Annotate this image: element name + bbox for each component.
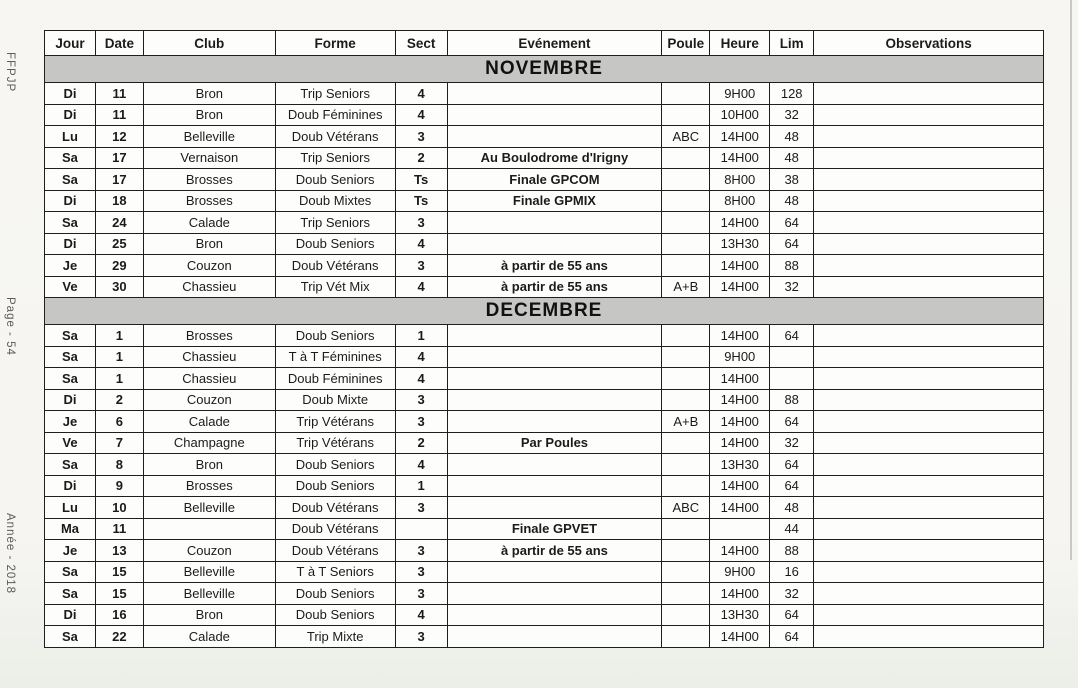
cell-evénement	[447, 126, 662, 148]
cell-date: 16	[95, 604, 143, 626]
cell-poule	[662, 368, 710, 390]
cell-observations	[814, 432, 1044, 454]
cell-forme: Doub Mixtes	[275, 190, 395, 212]
column-header-observations: Observations	[814, 31, 1044, 56]
cell-lim: 48	[770, 126, 814, 148]
cell-observations	[814, 346, 1044, 368]
cell-forme: Trip Vétérans	[275, 411, 395, 433]
cell-jour: Ma	[45, 518, 96, 540]
table-header	[45, 31, 1044, 56]
cell-sect: 4	[395, 276, 447, 298]
table-row	[45, 454, 1044, 476]
cell-forme: Doub Seniors	[275, 604, 395, 626]
cell-forme: Doub Vétérans	[275, 126, 395, 148]
cell-forme: Doub Seniors	[275, 233, 395, 255]
cell-poule	[662, 169, 710, 191]
cell-jour: Sa	[45, 325, 96, 347]
cell-sect: 4	[395, 233, 447, 255]
table-row	[45, 190, 1044, 212]
table-row	[45, 626, 1044, 648]
cell-observations	[814, 212, 1044, 234]
table-row	[45, 497, 1044, 519]
side-label-page-number: Page - 54	[4, 297, 16, 356]
cell-lim: 32	[770, 104, 814, 126]
cell-jour: Ve	[45, 276, 96, 298]
cell-jour: Je	[45, 255, 96, 277]
cell-evénement	[447, 83, 662, 105]
cell-observations	[814, 604, 1044, 626]
cell-evénement	[447, 583, 662, 605]
cell-poule: A+B	[662, 411, 710, 433]
cell-club: Belleville	[143, 561, 275, 583]
cell-sect: 3	[395, 389, 447, 411]
cell-club: Calade	[143, 626, 275, 648]
cell-club: Couzon	[143, 255, 275, 277]
cell-club: Vernaison	[143, 147, 275, 169]
cell-sect: 1	[395, 325, 447, 347]
cell-club: Champagne	[143, 432, 275, 454]
cell-heure: 9H00	[710, 346, 770, 368]
cell-forme: Doub Vétérans	[275, 518, 395, 540]
cell-evénement: Finale GPVET	[447, 518, 662, 540]
cell-forme: Trip Vét Mix	[275, 276, 395, 298]
cell-heure: 14H00	[710, 147, 770, 169]
cell-lim: 32	[770, 432, 814, 454]
cell-date: 2	[95, 389, 143, 411]
cell-date: 11	[95, 518, 143, 540]
cell-observations	[814, 518, 1044, 540]
cell-date: 1	[95, 325, 143, 347]
cell-forme: Doub Féminines	[275, 368, 395, 390]
cell-evénement	[447, 368, 662, 390]
cell-forme: Trip Vétérans	[275, 432, 395, 454]
cell-observations	[814, 475, 1044, 497]
cell-sect: 3	[395, 583, 447, 605]
cell-poule	[662, 604, 710, 626]
cell-forme: Trip Mixte	[275, 626, 395, 648]
month-band-row	[45, 298, 1044, 325]
cell-observations	[814, 454, 1044, 476]
cell-forme: Trip Seniors	[275, 147, 395, 169]
table-body	[45, 56, 1044, 648]
cell-poule	[662, 190, 710, 212]
cell-heure: 14H00	[710, 389, 770, 411]
cell-date: 17	[95, 169, 143, 191]
cell-club: Couzon	[143, 540, 275, 562]
cell-heure: 14H00	[710, 475, 770, 497]
cell-heure: 14H00	[710, 583, 770, 605]
cell-forme: Doub Seniors	[275, 583, 395, 605]
cell-evénement: à partir de 55 ans	[447, 255, 662, 277]
column-header-club: Club	[143, 31, 275, 56]
cell-evénement	[447, 411, 662, 433]
table-row	[45, 518, 1044, 540]
cell-jour: Ve	[45, 432, 96, 454]
cell-poule	[662, 518, 710, 540]
cell-sect: 3	[395, 561, 447, 583]
cell-observations	[814, 104, 1044, 126]
cell-poule	[662, 454, 710, 476]
cell-sect: 4	[395, 346, 447, 368]
cell-forme: T à T Seniors	[275, 561, 395, 583]
cell-observations	[814, 169, 1044, 191]
cell-lim: 64	[770, 454, 814, 476]
cell-date: 13	[95, 540, 143, 562]
cell-evénement: Finale GPCOM	[447, 169, 662, 191]
cell-evénement	[447, 346, 662, 368]
cell-evénement	[447, 454, 662, 476]
cell-heure: 8H00	[710, 169, 770, 191]
cell-jour: Sa	[45, 561, 96, 583]
cell-heure: 14H00	[710, 432, 770, 454]
cell-club: Calade	[143, 212, 275, 234]
cell-lim	[770, 368, 814, 390]
cell-jour: Di	[45, 389, 96, 411]
cell-sect: 3	[395, 626, 447, 648]
cell-club: Bron	[143, 233, 275, 255]
cell-club: Belleville	[143, 583, 275, 605]
cell-sect: 4	[395, 604, 447, 626]
table-row	[45, 389, 1044, 411]
cell-forme: Doub Vétérans	[275, 540, 395, 562]
cell-date: 6	[95, 411, 143, 433]
cell-observations	[814, 276, 1044, 298]
cell-heure: 13H30	[710, 604, 770, 626]
cell-sect: 3	[395, 540, 447, 562]
cell-club: Brosses	[143, 475, 275, 497]
cell-lim: 88	[770, 389, 814, 411]
cell-date: 11	[95, 104, 143, 126]
cell-club	[143, 518, 275, 540]
cell-date: 18	[95, 190, 143, 212]
cell-jour: Di	[45, 604, 96, 626]
cell-jour: Sa	[45, 583, 96, 605]
cell-heure: 14H00	[710, 212, 770, 234]
cell-lim: 64	[770, 604, 814, 626]
table-row	[45, 583, 1044, 605]
cell-date: 30	[95, 276, 143, 298]
cell-sect: 2	[395, 147, 447, 169]
cell-observations	[814, 583, 1044, 605]
cell-jour: Lu	[45, 126, 96, 148]
cell-sect	[395, 518, 447, 540]
table-row	[45, 276, 1044, 298]
column-header-lim: Lim	[770, 31, 814, 56]
cell-poule	[662, 83, 710, 105]
cell-sect: 3	[395, 255, 447, 277]
side-label-year: Année - 2018	[4, 513, 16, 595]
cell-sect: 3	[395, 411, 447, 433]
month-band-row	[45, 56, 1044, 83]
table-row	[45, 561, 1044, 583]
cell-club: Chassieu	[143, 346, 275, 368]
table-row	[45, 325, 1044, 347]
cell-heure: 10H00	[710, 104, 770, 126]
cell-evénement	[447, 212, 662, 234]
cell-sect: 3	[395, 126, 447, 148]
cell-poule	[662, 212, 710, 234]
table-row	[45, 411, 1044, 433]
cell-heure: 14H00	[710, 540, 770, 562]
table-row	[45, 233, 1044, 255]
cell-date: 24	[95, 212, 143, 234]
cell-observations	[814, 190, 1044, 212]
month-band-label: DECEMBRE	[45, 298, 1044, 325]
cell-evénement	[447, 497, 662, 519]
cell-date: 8	[95, 454, 143, 476]
cell-forme: T à T Féminines	[275, 346, 395, 368]
cell-club: Bron	[143, 104, 275, 126]
cell-forme: Doub Féminines	[275, 104, 395, 126]
cell-lim: 48	[770, 147, 814, 169]
table-row	[45, 255, 1044, 277]
cell-lim: 48	[770, 497, 814, 519]
cell-observations	[814, 83, 1044, 105]
cell-observations	[814, 540, 1044, 562]
cell-observations	[814, 411, 1044, 433]
cell-observations	[814, 368, 1044, 390]
cell-evénement: Par Poules	[447, 432, 662, 454]
cell-evénement	[447, 626, 662, 648]
cell-observations	[814, 626, 1044, 648]
table-row	[45, 346, 1044, 368]
cell-date: 11	[95, 83, 143, 105]
cell-evénement: à partir de 55 ans	[447, 276, 662, 298]
table-row	[45, 169, 1044, 191]
cell-club: Bron	[143, 83, 275, 105]
cell-lim: 38	[770, 169, 814, 191]
cell-lim: 64	[770, 233, 814, 255]
cell-sect: 3	[395, 497, 447, 519]
column-header-date: Date	[95, 31, 143, 56]
cell-poule	[662, 346, 710, 368]
competition-calendar-table	[44, 30, 1044, 648]
cell-club: Chassieu	[143, 276, 275, 298]
cell-observations	[814, 255, 1044, 277]
cell-forme: Doub Seniors	[275, 454, 395, 476]
cell-poule	[662, 389, 710, 411]
cell-poule	[662, 325, 710, 347]
cell-lim: 64	[770, 212, 814, 234]
cell-evénement	[447, 104, 662, 126]
cell-observations	[814, 325, 1044, 347]
cell-lim	[770, 346, 814, 368]
cell-jour: Di	[45, 190, 96, 212]
column-header-heure: Heure	[710, 31, 770, 56]
cell-jour: Sa	[45, 454, 96, 476]
scan-page-edge	[1070, 0, 1072, 560]
table-row	[45, 475, 1044, 497]
cell-evénement	[447, 325, 662, 347]
cell-lim: 88	[770, 255, 814, 277]
cell-jour: Sa	[45, 626, 96, 648]
cell-forme: Doub Seniors	[275, 325, 395, 347]
cell-lim: 88	[770, 540, 814, 562]
cell-club: Calade	[143, 411, 275, 433]
table-row	[45, 604, 1044, 626]
table-row	[45, 126, 1044, 148]
cell-jour: Di	[45, 475, 96, 497]
cell-forme: Doub Seniors	[275, 169, 395, 191]
cell-lim: 128	[770, 83, 814, 105]
cell-poule	[662, 626, 710, 648]
cell-forme: Trip Seniors	[275, 83, 395, 105]
cell-poule: A+B	[662, 276, 710, 298]
cell-poule	[662, 540, 710, 562]
cell-poule	[662, 432, 710, 454]
cell-sect: Ts	[395, 169, 447, 191]
cell-evénement: Au Boulodrome d'Irigny	[447, 147, 662, 169]
cell-poule	[662, 475, 710, 497]
column-header-evénement: Evénement	[447, 31, 662, 56]
cell-sect: 4	[395, 454, 447, 476]
cell-club: Bron	[143, 604, 275, 626]
cell-forme: Doub Mixte	[275, 389, 395, 411]
cell-sect: Ts	[395, 190, 447, 212]
cell-club: Brosses	[143, 190, 275, 212]
table-row	[45, 104, 1044, 126]
cell-poule	[662, 255, 710, 277]
table-row	[45, 212, 1044, 234]
cell-club: Chassieu	[143, 368, 275, 390]
cell-jour: Je	[45, 540, 96, 562]
cell-heure: 9H00	[710, 83, 770, 105]
cell-heure: 13H30	[710, 233, 770, 255]
cell-jour: Di	[45, 104, 96, 126]
cell-date: 29	[95, 255, 143, 277]
cell-lim: 64	[770, 475, 814, 497]
cell-date: 10	[95, 497, 143, 519]
cell-heure: 14H00	[710, 497, 770, 519]
cell-date: 15	[95, 583, 143, 605]
cell-heure: 14H00	[710, 368, 770, 390]
cell-date: 22	[95, 626, 143, 648]
cell-observations	[814, 561, 1044, 583]
cell-club: Bron	[143, 454, 275, 476]
side-label-federation: FFPJP	[4, 52, 16, 93]
cell-lim: 44	[770, 518, 814, 540]
column-header-jour: Jour	[45, 31, 96, 56]
table-row	[45, 540, 1044, 562]
column-header-sect: Sect	[395, 31, 447, 56]
cell-observations	[814, 497, 1044, 519]
cell-sect: 3	[395, 212, 447, 234]
column-header-forme: Forme	[275, 31, 395, 56]
cell-date: 1	[95, 368, 143, 390]
cell-club: Belleville	[143, 497, 275, 519]
cell-sect: 2	[395, 432, 447, 454]
cell-club: Belleville	[143, 126, 275, 148]
cell-forme: Doub Vétérans	[275, 255, 395, 277]
cell-date: 15	[95, 561, 143, 583]
cell-heure: 14H00	[710, 626, 770, 648]
table-row	[45, 368, 1044, 390]
cell-lim: 16	[770, 561, 814, 583]
month-band-label: NOVEMBRE	[45, 56, 1044, 83]
cell-poule	[662, 561, 710, 583]
cell-lim: 48	[770, 190, 814, 212]
cell-evénement	[447, 475, 662, 497]
cell-forme: Doub Vétérans	[275, 497, 395, 519]
cell-lim: 64	[770, 411, 814, 433]
cell-evénement	[447, 561, 662, 583]
cell-sect: 4	[395, 104, 447, 126]
cell-evénement	[447, 233, 662, 255]
cell-heure: 14H00	[710, 276, 770, 298]
cell-poule	[662, 233, 710, 255]
cell-club: Couzon	[143, 389, 275, 411]
cell-date: 1	[95, 346, 143, 368]
cell-heure: 14H00	[710, 411, 770, 433]
cell-heure: 14H00	[710, 126, 770, 148]
cell-date: 17	[95, 147, 143, 169]
cell-date: 25	[95, 233, 143, 255]
cell-jour: Sa	[45, 212, 96, 234]
cell-evénement: à partir de 55 ans	[447, 540, 662, 562]
cell-jour: Sa	[45, 169, 96, 191]
column-header-poule: Poule	[662, 31, 710, 56]
cell-jour: Sa	[45, 147, 96, 169]
cell-evénement	[447, 604, 662, 626]
cell-heure: 14H00	[710, 325, 770, 347]
cell-lim: 32	[770, 583, 814, 605]
cell-forme: Doub Seniors	[275, 475, 395, 497]
cell-observations	[814, 389, 1044, 411]
cell-heure: 14H00	[710, 255, 770, 277]
cell-club: Brosses	[143, 325, 275, 347]
cell-lim: 32	[770, 276, 814, 298]
cell-jour: Je	[45, 411, 96, 433]
cell-jour: Di	[45, 233, 96, 255]
cell-lim: 64	[770, 626, 814, 648]
header-row	[45, 31, 1044, 56]
cell-jour: Sa	[45, 368, 96, 390]
cell-observations	[814, 233, 1044, 255]
cell-date: 7	[95, 432, 143, 454]
cell-observations	[814, 147, 1044, 169]
cell-poule	[662, 583, 710, 605]
cell-poule: ABC	[662, 497, 710, 519]
cell-evénement: Finale GPMIX	[447, 190, 662, 212]
cell-heure	[710, 518, 770, 540]
cell-poule: ABC	[662, 126, 710, 148]
table-row	[45, 432, 1044, 454]
cell-jour: Lu	[45, 497, 96, 519]
cell-date: 12	[95, 126, 143, 148]
cell-club: Brosses	[143, 169, 275, 191]
cell-sect: 4	[395, 368, 447, 390]
cell-evénement	[447, 389, 662, 411]
cell-jour: Di	[45, 83, 96, 105]
cell-sect: 4	[395, 83, 447, 105]
table-row	[45, 83, 1044, 105]
cell-heure: 9H00	[710, 561, 770, 583]
table-row	[45, 147, 1044, 169]
cell-heure: 8H00	[710, 190, 770, 212]
cell-sect: 1	[395, 475, 447, 497]
cell-poule	[662, 147, 710, 169]
cell-observations	[814, 126, 1044, 148]
cell-lim: 64	[770, 325, 814, 347]
cell-heure: 13H30	[710, 454, 770, 476]
cell-jour: Sa	[45, 346, 96, 368]
cell-date: 9	[95, 475, 143, 497]
cell-poule	[662, 104, 710, 126]
cell-forme: Trip Seniors	[275, 212, 395, 234]
